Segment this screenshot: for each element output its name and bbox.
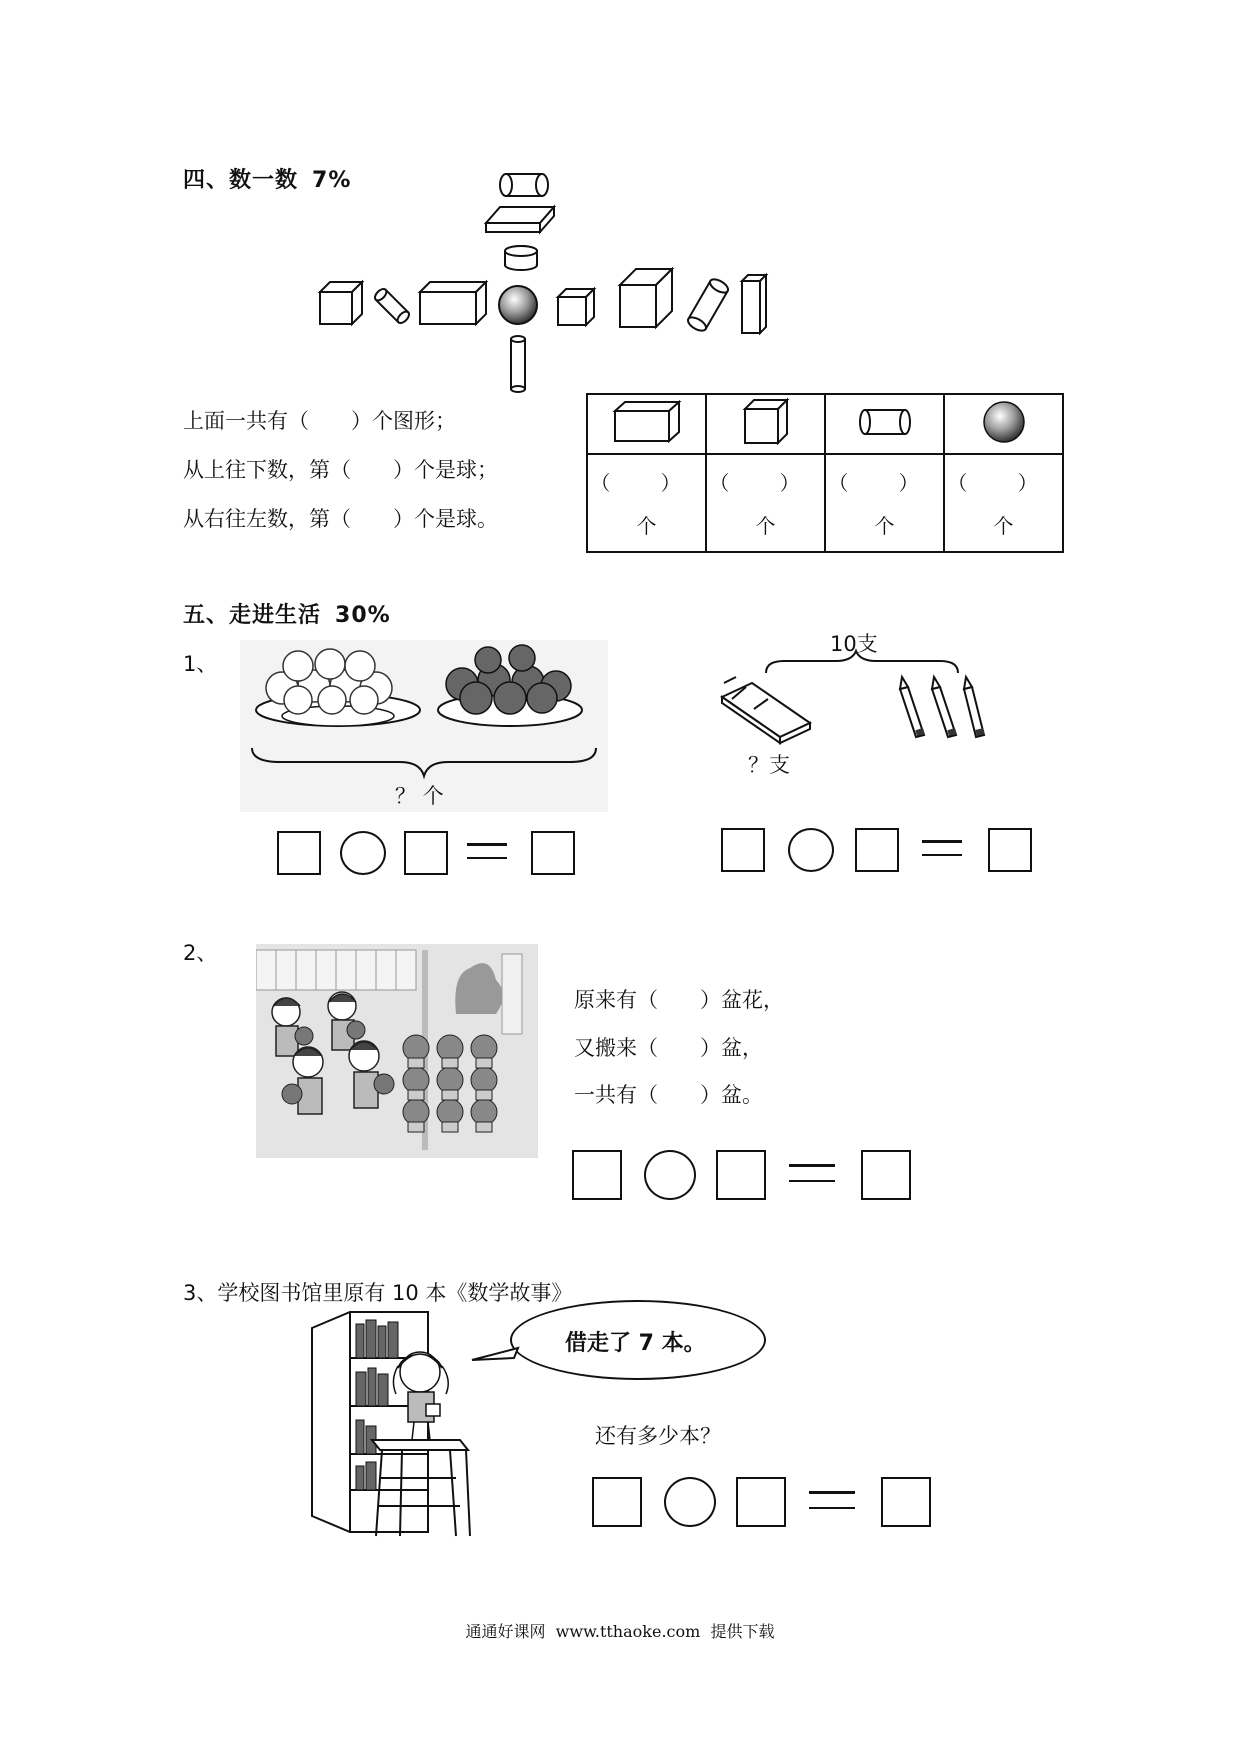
- cube-icon: [320, 282, 362, 324]
- answer-box[interactable]: [277, 831, 321, 875]
- equals-sign: [789, 1164, 835, 1182]
- pencil-total-label: 10支: [830, 632, 878, 656]
- cuboid-icon: [486, 207, 554, 232]
- cylinder-icon: [373, 287, 411, 325]
- answer-box[interactable]: [572, 1150, 622, 1200]
- flowers-picture: [256, 944, 538, 1158]
- equals-sign: [467, 843, 507, 859]
- cube-shape: [741, 397, 791, 447]
- section5-percent: 30%: [335, 603, 391, 628]
- q2-number: 2、: [183, 941, 218, 965]
- operator-circle[interactable]: [788, 828, 834, 872]
- cuboid-shape: [611, 399, 683, 445]
- sphere-icon: [499, 286, 537, 324]
- cuboid-icon: [420, 282, 486, 324]
- shape-count-table: [586, 393, 1064, 553]
- q2-line-original: 原来有（ ）盆花，: [574, 988, 784, 1012]
- cube-icon: [558, 289, 594, 325]
- count-blank: （ ）: [947, 471, 1060, 495]
- section5-heading-text: 五、走进生活: [183, 603, 322, 628]
- answer-box[interactable]: [988, 828, 1032, 872]
- count-cell-cylinder[interactable]: [825, 454, 944, 552]
- answer-box[interactable]: [861, 1150, 911, 1200]
- answer-box[interactable]: [855, 828, 899, 872]
- operator-circle[interactable]: [644, 1150, 696, 1200]
- operator-circle[interactable]: [664, 1477, 716, 1527]
- speech-bubble-text: 借走了 7 本。: [565, 1331, 706, 1356]
- fruit-picture: [240, 640, 608, 812]
- pencil-question-label: ？支: [748, 753, 790, 777]
- cube-icon: [620, 269, 672, 327]
- sphere-shape: [981, 399, 1027, 445]
- q3-question: 还有多少本？: [595, 1424, 721, 1448]
- count-blank: （ ）: [828, 471, 941, 495]
- cylinder-icon: [825, 394, 944, 454]
- children-flowers-illustration: [256, 944, 538, 1158]
- answer-box[interactable]: [404, 831, 448, 875]
- footer-credit: 通通好课网 www.tthaoke.com 提供下载: [465, 1622, 775, 1641]
- count-cell-cube[interactable]: [706, 454, 825, 552]
- operator-circle[interactable]: [340, 831, 386, 875]
- answer-box[interactable]: [881, 1477, 931, 1527]
- count-blank: （ ）: [709, 471, 822, 495]
- cuboid-icon: [587, 394, 706, 454]
- count-unit: 个: [993, 514, 1014, 538]
- cube-icon: [706, 394, 825, 454]
- count-cell-cuboid[interactable]: [587, 454, 706, 552]
- count-unit: 个: [874, 514, 895, 538]
- count-cell-sphere[interactable]: [944, 454, 1063, 552]
- cylinder-shape: [857, 405, 913, 439]
- question-total: 上面一共有（ ）个图形；: [183, 409, 456, 433]
- section4-percent: 7%: [312, 168, 352, 193]
- library-illustration: [310, 1310, 480, 1540]
- shapes-arrangement: [310, 165, 790, 400]
- cylinder-icon: [505, 246, 537, 270]
- count-unit: 个: [755, 514, 776, 538]
- count-unit: 个: [636, 514, 657, 538]
- answer-box[interactable]: [716, 1150, 766, 1200]
- q2-line-total: 一共有（ ）盆。: [574, 1083, 763, 1107]
- section5-heading: [183, 598, 391, 629]
- equals-sign: [809, 1491, 855, 1509]
- answer-box[interactable]: [592, 1477, 642, 1527]
- answer-box[interactable]: [531, 831, 575, 875]
- fruit-total-label: ？ 个: [395, 784, 444, 808]
- cylinder-icon: [500, 174, 548, 196]
- question-top-down: 从上往下数，第（ ）个是球；: [183, 458, 498, 482]
- equals-sign: [922, 840, 962, 856]
- answer-box[interactable]: [721, 828, 765, 872]
- q3-title: 3、学校图书馆里原有 10 本《数学故事》: [183, 1281, 573, 1305]
- speech-bubble-tail: [470, 1346, 520, 1366]
- count-blank: （ ）: [590, 471, 703, 495]
- section4-heading-text: 四、数一数: [183, 168, 299, 193]
- cylinder-icon: [686, 277, 730, 334]
- cylinder-icon: [511, 336, 525, 392]
- question-right-left: 从右往左数，第（ ）个是球。: [183, 507, 498, 531]
- answer-box[interactable]: [736, 1477, 786, 1527]
- q1-number: 1、: [183, 652, 218, 676]
- q2-line-added: 又搬来（ ）盆，: [574, 1036, 763, 1060]
- sphere-icon: [944, 394, 1063, 454]
- cuboid-icon: [742, 275, 766, 333]
